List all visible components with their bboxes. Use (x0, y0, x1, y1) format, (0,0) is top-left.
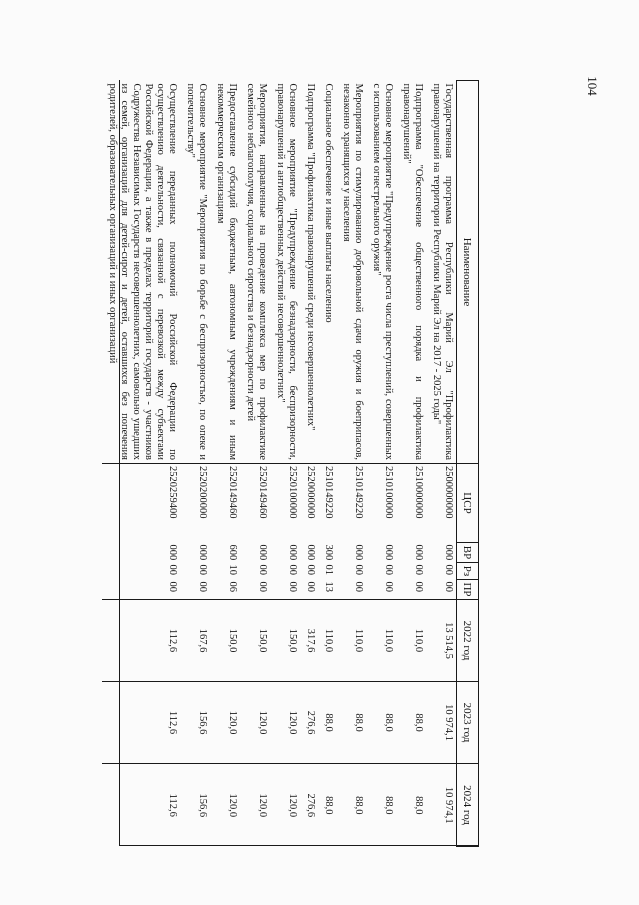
cell-csr: 2500000000 (426, 464, 457, 543)
cell-2023: 120,0 (270, 682, 300, 764)
header-pr: ПР (457, 580, 479, 600)
cell-name: Государственная программа Республики Марий Эл "Профилактика правонарушений на территории Республики Марий Эл на 2017 - 2025 годы" (431, 83, 454, 460)
cell-pr: 06 (227, 581, 238, 592)
header-csr: ЦСР (457, 464, 479, 543)
cell-name: Мероприятия по стимулированию добровольной сдачи оружия и боеприпасов, незаконно хранящихся у населения (341, 83, 364, 460)
page-number: 104 (585, 76, 600, 96)
cell-rz: 00 (287, 564, 298, 575)
cell-csr: 2510100000 (366, 464, 396, 543)
cell-pr: 00 (257, 581, 268, 592)
cell-2022: 13 514,5 (426, 600, 457, 682)
cell-vr: 000 (305, 544, 316, 561)
table-row (336, 81, 366, 847)
table-row (270, 81, 300, 847)
cell-name: Основное мероприятие "Предупреждение безнадзорности, беспризорности, правонарушений и антиобщественных действий несовершеннолетних" (275, 83, 298, 460)
cell-pr: 00 (305, 581, 316, 592)
cell-2024: 276,6 (300, 764, 318, 847)
cell-pr: 00 (167, 581, 178, 592)
cell-csr: 2510000000 (396, 464, 426, 543)
cell-pr: 00 (443, 581, 454, 592)
cell-name: Предоставление субсидий бюджетным, автономным учреждениям и иным некоммерческим организациям (215, 83, 238, 460)
cell-2022: 110,0 (366, 600, 396, 682)
cell-2022: 167,6 (180, 600, 210, 682)
cell-csr: 2520100000 (270, 464, 300, 543)
header-2024: 2024 год (457, 764, 479, 847)
cell-rz: 10 (227, 564, 238, 575)
cell-2024: 88,0 (336, 764, 366, 847)
table-row (210, 81, 240, 847)
cell-rz: 00 (257, 564, 268, 575)
cell-rz: 00 (353, 564, 364, 575)
table-row (318, 81, 336, 847)
cell-pr: 00 (287, 581, 298, 592)
cell-rz: 00 (383, 564, 394, 575)
cell-2024: 156,6 (180, 764, 210, 847)
cell-2024: 88,0 (366, 764, 396, 847)
cell-rz: 00 (443, 564, 454, 575)
cell-2024: 112,6 (102, 764, 180, 847)
cell-rz: 00 (413, 564, 424, 575)
cell-vr: 600 (227, 544, 238, 561)
cell-csr: 2520000000 (300, 464, 318, 543)
cell-vr: 000 (257, 544, 268, 561)
cell-pr: 13 (323, 581, 334, 592)
cell-csr: 2520149460 (240, 464, 270, 543)
header-2022: 2022 год (457, 600, 479, 682)
cell-csr: 2520200000 (180, 464, 210, 543)
cell-csr: 2520149460 (210, 464, 240, 543)
cell-2023: 120,0 (240, 682, 270, 764)
cell-2023: 88,0 (318, 682, 336, 764)
cell-2022: 150,0 (270, 600, 300, 682)
cell-2022: 317,6 (300, 600, 318, 682)
cell-name: Основное мероприятие "Предупреждение роста числа преступлений, совершенных с использованием огнестрельного оружия" (371, 83, 394, 460)
cell-2022: 112,6 (102, 600, 180, 682)
header-rz: Рз (457, 563, 479, 580)
table-row (366, 81, 396, 847)
cell-2024: 88,0 (318, 764, 336, 847)
cell-rz: 01 (323, 564, 334, 575)
table-row (426, 81, 457, 847)
header-vr: ВР (457, 543, 479, 563)
cell-2024: 120,0 (210, 764, 240, 847)
cell-2023: 88,0 (366, 682, 396, 764)
table-body (102, 81, 457, 847)
cell-2024: 10 974,1 (426, 764, 457, 847)
cell-rz: 00 (305, 564, 316, 575)
cell-rz: 00 (197, 564, 208, 575)
cell-2023: 88,0 (336, 682, 366, 764)
cell-pr: 00 (383, 581, 394, 592)
cell-2022: 110,0 (396, 600, 426, 682)
cell-vr: 300 (323, 544, 334, 561)
cell-name: Социальное обеспечение и иные выплаты населению (323, 83, 334, 323)
cell-pr: 00 (197, 581, 208, 592)
cell-name: Осуществление переданных полномочий Российской Федерации по осуществлению деятельности, связанной с перевозкой между субъектами Российской Федерации, а также в пределах территорий государств - участников Содружества Независимых Государств несовершеннолетних, самовольно ушедших из семей, организаций для детей-сирот и детей, оставшихся без попечения родителей, образовательных организаций и иных организаций (107, 83, 178, 460)
cell-pr: 00 (413, 581, 424, 592)
cell-2023: 120,0 (210, 682, 240, 764)
cell-2024: 88,0 (396, 764, 426, 847)
cell-2024: 120,0 (270, 764, 300, 847)
cell-2022: 110,0 (336, 600, 366, 682)
cell-2022: 150,0 (210, 600, 240, 682)
rotated-table-container (107, 80, 479, 846)
cell-name: Мероприятия, направленные на проведение комплекса мер по профилактике семейного неблагополучия, социального сиротства и безнадзорности детей (245, 83, 268, 460)
cell-name: Подпрограмма "Обеспечение общественного порядка и профилактика правонарушений" (401, 83, 424, 460)
table-row (240, 81, 270, 847)
cell-2022: 150,0 (240, 600, 270, 682)
cell-vr: 000 (443, 544, 454, 561)
cell-2023: 88,0 (396, 682, 426, 764)
cell-vr: 000 (197, 544, 208, 561)
cell-vr: 000 (167, 544, 178, 561)
table-row (180, 81, 210, 847)
table-row (102, 81, 180, 847)
table-header-row (457, 81, 479, 847)
cell-2023: 156,6 (180, 682, 210, 764)
cell-csr: 2510149220 (318, 464, 336, 543)
cell-csr: 2520259400 (102, 464, 180, 543)
header-2023: 2023 год (457, 682, 479, 764)
cell-2023: 10 974,1 (426, 682, 457, 764)
cell-2023: 276,6 (300, 682, 318, 764)
cell-rz: 00 (167, 564, 178, 575)
cell-vr: 000 (383, 544, 394, 561)
cell-2024: 120,0 (240, 764, 270, 847)
header-name: Наименование (457, 81, 479, 464)
cell-name: Подпрограмма "Профилактика правонарушений среди несовершеннолетних" (305, 83, 316, 431)
cell-vr: 000 (287, 544, 298, 561)
cell-csr: 2510149220 (336, 464, 366, 543)
budget-table (102, 80, 479, 847)
cell-2022: 110,0 (318, 600, 336, 682)
table-row (396, 81, 426, 847)
cell-2023: 112,6 (102, 682, 180, 764)
table-row (300, 81, 318, 847)
cell-name: Основное мероприятие "Мероприятия по борьбе с беспризорностью, по опеке и попечительству" (185, 83, 208, 460)
cell-vr: 000 (353, 544, 364, 561)
cell-vr: 000 (413, 544, 424, 561)
cell-pr: 00 (353, 581, 364, 592)
